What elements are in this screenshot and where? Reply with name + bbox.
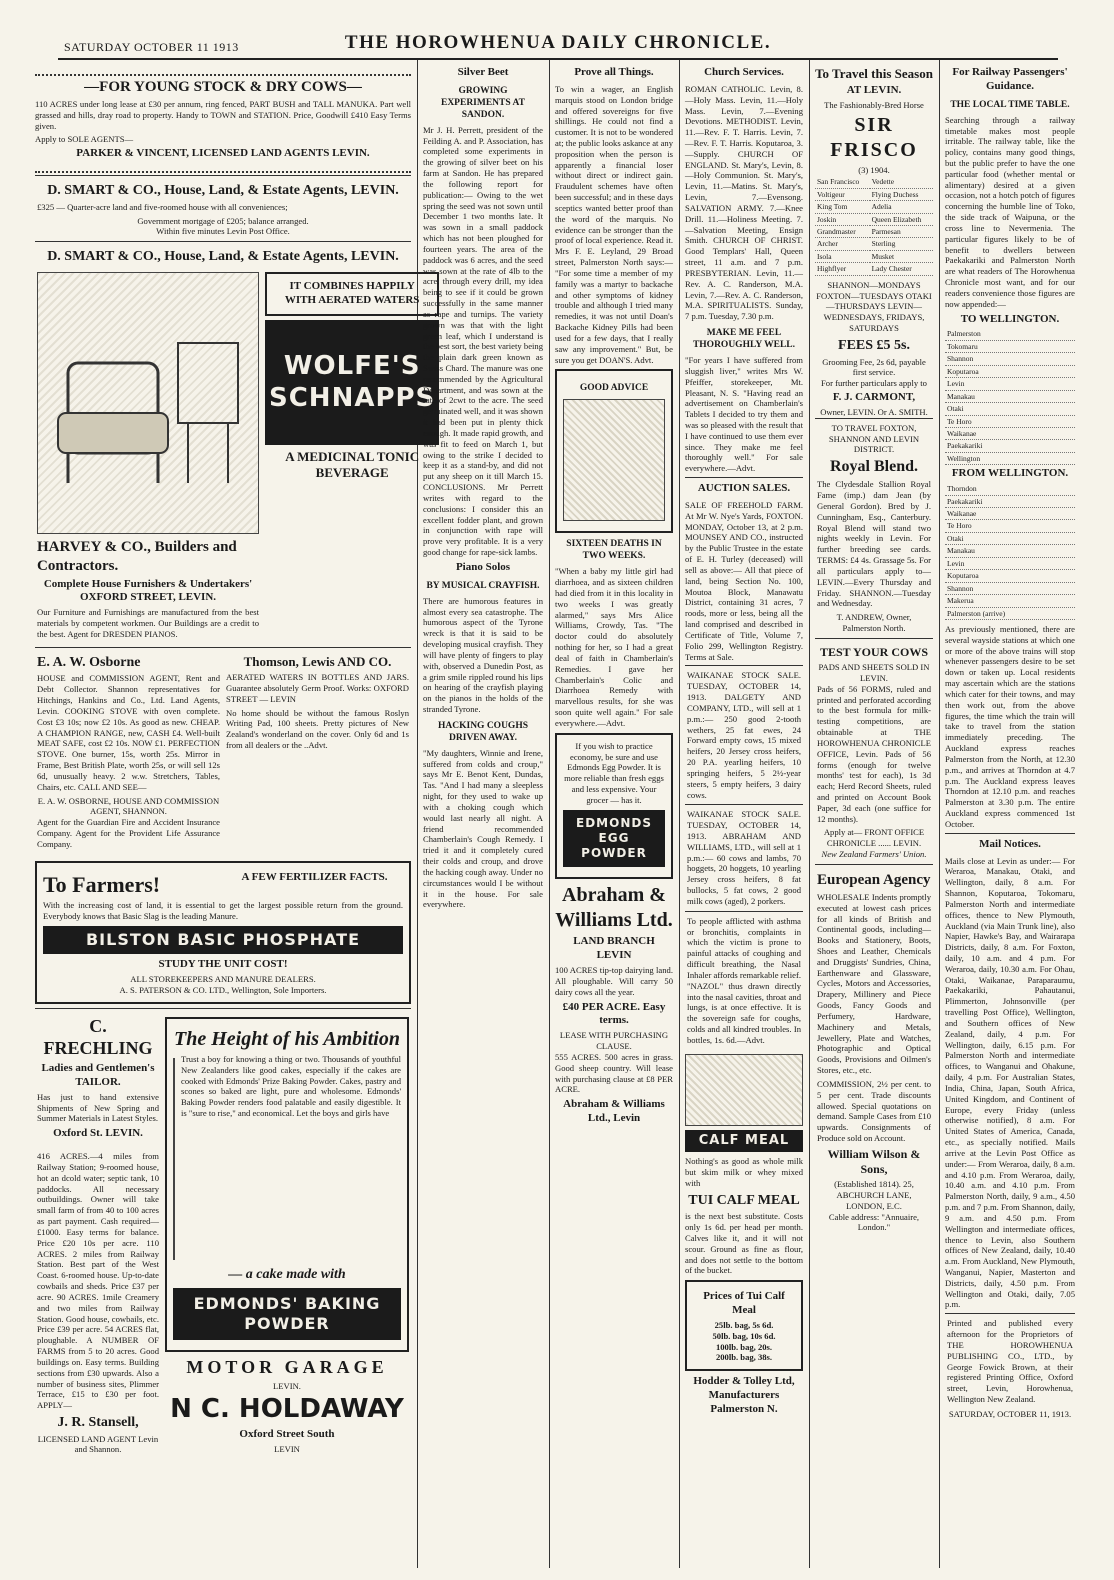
pedigree-cell: Adelia xyxy=(870,201,933,213)
bilston-unit-cost: STUDY THE UNIT COST! xyxy=(158,958,288,971)
hodder-tolley: Hodder & Tolley Ltd, Manufacturers Palmerston N. xyxy=(693,1375,795,1415)
abraham-listing-2: 555 ACRES. 500 acres in grass. Good sheep country. Will lease with purchasing clause at £8 PER ACRE. xyxy=(555,1051,673,1095)
waikanae-sale-abraham: WAIKANAE STOCK SALE. TUESDAY, OCTOBER 14, 1913. ABRAHAM AND WILLIAMS, LTD., will sell at 1 p.m.:— 60 cows and lambs, 70 hoggets, 20 hoggets, 10 yearling Jersey cross heifers, 8 fat bullocks, 5 fat cows, 2 good milk cows (aged), 2 porkers. xyxy=(685,804,803,910)
hacking-coughs-article: "My daughters, Winnie and Irene, suffered from colds and croup," says Mr E. Benot Kent, Dundas, Tas. "And I had many a sleepless night, for they used to wake up with a choking cough which would last nearly all night. A friend recommended Chamberlain's Cough Remedy. I tried it and it completely cured their colds and croup, and drove the hacking cough away. Under no circumstances would I be without it in the house. For sale everywhere. xyxy=(423,747,543,910)
silver-beet-article: Mr J. H. Perrett, president of the Feilding A. and P. Association, has completed some experiments in the growing of silver beet on his farm at Sandon. He has prepared the following report for publication:— Owing to the wet spring the seed was not sown until December 1 two months late. It was sown in a small paddock which has not been ploughed for fourteen years. The area of the paddock was 6 acres, and the seed was sown at the rate of 4lb to the acre, through every drill, my idea being to see if it could be grown successfully in the same manner as rape and turnips. The variety grown was that with the light green leaf, which I understand is the best sort, the best variety being the plain dark green known as Swiss Chard. The manure was one recommended by the Agricultural Department, and was sown at the rate of 2cwt to the acre. The seed germinated well, and it was shown it had been put in plenty thick enough. It made rapid growth, and was fit to feed on March 1, but owing to the strike I decided to keep it as a stand-by, and did not put any sheep on it till March 15. CONCLUSIONS. Mr Perrett writes with regard to the conclusions: I consider this an excellent fodder plant, and grown in conjunction with rape will prove very profitable. It is a very good change for rape-sick lambs. xyxy=(423,124,543,558)
pedigree-cell: Joskin xyxy=(815,213,870,225)
pedigree-cell: San Francisco xyxy=(815,176,870,188)
station-name: Makerua xyxy=(945,595,1075,607)
stansell-listings: 416 ACRES.—4 miles from Railway Station; 9-roomed house, hot an dcold water; septic tank, 10 paddocks. All necessary outbuildings. Owner will take small farm of from 40 to 100 acres as part payment. Cash required—£1000. Easy terms for balance. Price £20 10s per acre. 110 ACRES. 2 miles from Railway Station. Best part of the West Coast. 6-roomed house. Up-to-date cowbails and sheds. Price £37 per acre. 90 ACRES. 1mile Creamery and two miles from Railway Station. Good house, cowbails, etc. Price £39 per acre. 54 ACRES flat, ploughable. A NUMBER OF FARMS from 5 to 20 acres. Good buildings on. Easy terms. Building sections from £30 upwards. Also a number of business sites, Plimmer Terrace, £15 to £30 per foot. APPLY— xyxy=(37,1151,159,1411)
young-stock-body: 110 ACRES under long lease at £30 per annum, ring fenced, PART BUSH and TALL MANUKA. Part well grassed and hills, dray road to property. Handy to TOWN and STATION. Price, Goodwill £410 Easy Terms given. xyxy=(35,98,411,131)
grooming-fee: Grooming Fee, 2s 6d, payable first service. xyxy=(822,356,926,378)
column-silver-beet xyxy=(418,60,548,1568)
farmers-union: New Zealand Farmers' Union. xyxy=(821,849,927,860)
piano-solos-headline: Piano Solos xyxy=(455,560,511,573)
station-name: Waikanae xyxy=(945,508,1075,520)
osborne-headline: E. A. W. Osborne xyxy=(37,654,141,670)
motor-garage-town: LEVIN. xyxy=(273,1380,301,1391)
masthead xyxy=(58,32,1058,60)
pedigree-cell: Voltigeur xyxy=(815,188,870,200)
tui-price-25: 25lb. bag, 5s 6d. xyxy=(714,1319,774,1330)
column-advertisements xyxy=(30,60,436,1568)
good-advice-headline: GOOD ADVICE xyxy=(579,383,649,394)
pedigree-cell: Highflyer xyxy=(815,263,870,275)
station-name: Levin xyxy=(945,378,1075,390)
travel-headline: To Travel this Season xyxy=(815,66,933,81)
wilson-address: (Established 1814). 25, ABCHURCH LANE, LONDON, E.C. xyxy=(834,1179,914,1211)
waikanae-sale-dalgety: WAIKANAE STOCK SALE. TUESDAY, OCTOBER 14, 1913. DALGETY AND COMPANY, LTD., will sell at 1 p.m.:— 250 good 2-tooth wethers, 25 fat ewes, 24 Forward empty cows, 15 mixed heifers, 20 Jersey cross heifers, 20 P.A. yearling heifers, 10 springing heifers, 5 2½-year steers, 5 empty heifers, 3 dairy cows. xyxy=(685,665,803,804)
railway-headline: For Railway Passengers' Guidance. xyxy=(952,66,1068,92)
royal-blend-body: The Clydesdale Stallion Royal Fame (imp.) dam Jean (by General Gordon). Bred by J. Cunningham, Esq., Canterbury. Royal Blend will stand two nights weekly in Levin. For further breeding see cards. TERMS: £4 4s. Grassage 5s. For all particulars apply to— LEVIN.—Every Thursday and Friday. SHANNON.—Tuesday and Wednesday. xyxy=(817,479,931,609)
pedigree-cell: King Tom xyxy=(815,201,870,213)
station-name: Tokomaru xyxy=(945,340,1075,352)
pedigree-cell: Sterling xyxy=(870,238,933,250)
station-name: Shannon xyxy=(945,353,1075,365)
pedigree-cell: Lady Chester xyxy=(870,263,933,275)
railway-notes: As previously mentioned, there are several wayside stations at which one or more of the above trains will stop whenever passengers desire to be set down or taken up. Local residents may ascertain which are the stations which cater for their towns, and may then work out, from the above figures, the time which the train will take to travel from the station immediately preceding. The Auckland express reaches Palmerston from the North, at 12.30 p.m., and arrives at Thorndon at 4.7 p.m. The Auckland express leaves Thorndon at 12.10 p.m. and reaches Palmerston at 3.30 p.m. The entire Auckland express commenced 1st October. xyxy=(945,623,1075,829)
silver-beet-subheading: GROWING EXPERIMENTS AT SANDON. xyxy=(440,85,526,120)
make-me-feel-headline: MAKE ME FEEL THOROUGHLY WELL. xyxy=(692,328,796,351)
ambition-body: Trust a boy for knowing a thing or two. Thousands of youthful New Zealanders like good cakes, especially if the cakes are cooked with Edmonds' Prize Baking Powder. Cakes, pastry and scones so baked are light, pure and wholesome. Edmonds' Baking Powder renders food palatable and easily digestible. It is "sure to rise," and economical. Let the boys and girls have xyxy=(181,1053,401,1119)
motor-garage-headline: MOTOR GARAGE xyxy=(186,1356,388,1377)
frechling-body: Has just to hand extensive Shipments of New Spring and Summer Materials in Latest Styles. xyxy=(37,1091,159,1124)
piano-solos-article: There are humorous features in almost every sea catastrophe. The humorous aspect of the Tyrone wreck is that it is said to be developing musical crayfish. They will have plenty of fingers to play with, observed a Dunedin Post, as a grim smile rippled round his lips on hearing of the crayfish playing on the pianos in the holds of the stranded Tyrone. xyxy=(423,595,543,714)
furniture-illustration xyxy=(37,272,259,534)
young-stock-headline: —FOR YOUNG STOCK & DRY COWS— xyxy=(84,79,362,95)
royal-blend-owner: T. ANDREW, Owner, Palmerston North. xyxy=(836,612,912,634)
abraham-williams-headline: Abraham & Williams Ltd. xyxy=(555,884,673,932)
tui-price-100: 100lb. bag, 20s. xyxy=(715,1341,773,1352)
column-stallions xyxy=(810,60,938,1568)
holdaway-town: LEVIN xyxy=(274,1443,300,1454)
decorative-rule xyxy=(35,66,411,76)
pedigree-cell: Queen Elizabeth xyxy=(870,213,933,225)
writing-pad-ad: No home should be without the famous Roslyn Writing Pad, 100 sheets. Pretty pictures of New Zealand's wonderland on the cover. Only 6d and 1s from all dealers or the ..Advt. xyxy=(226,707,409,751)
parker-vincent-agents: PARKER & VINCENT, LICENSED LAND AGENTS LEVIN. xyxy=(76,147,370,160)
harvey-body: Our Furniture and Furnishings are manufactured from the best materials by competent workmen. Our Buildings are a credit to the best. Agent for DRESDEN PIANOS. xyxy=(37,607,259,639)
station-name: Koputaroa xyxy=(945,365,1075,377)
sir-frisco-name: SIR FRISCO xyxy=(830,114,918,162)
station-name: Manakau xyxy=(945,390,1075,402)
pedigree-cell: Musket xyxy=(870,250,933,262)
mail-notices-headline: Mail Notices. xyxy=(945,833,1075,856)
piano-solos-subheading: BY MUSICAL CRAYFISH. xyxy=(426,580,540,591)
travel-subtitle: The Fashionably-Bred Horse xyxy=(824,100,924,111)
harvey-subheading: Complete House Furnishers & Undertakers' OXFORD STREET, LEVIN. xyxy=(43,577,253,604)
make-me-feel-article: "For years I have suffered from sluggish liver," writes Mrs W. Pfeiffer, storekeeper, Mt. Pleasant, N. S. "Having read an advertisement on Chamberlain's Tablets I decided to try them and was so pleased with the result that I have continued to use them ever since. They make me feel thoroughly well." For sale everywhere.—Advt. xyxy=(685,355,803,474)
european-commission: COMMISSION, 2½ per cent. to 5 per cent. Trade discounts allowed. Special quotations on demand. Sample Cases from £10 upwards. Consignments of Produce sold on Account. xyxy=(817,1078,931,1144)
osborne-body: HOUSE and COMMISSION AGENT, Rent and Debt Collector. Shannon representatives for Hitchings, Hankins and Co., Ltd. Land Agents, Levin. COOKING STOVE with oven complete. Cost £3 10s; now £2 10s. As good as new. CHEAP. A CHAMPION RANGE, new, CASH £4. Well-built MEAT SAFE, cost £2 10s. NOW £1. PERFECTION STOVE. One burner, 15s, worth 25s. Mirror in Frame, Best British Plate, worth 25s, or will sell 12s 6d, unusually heavy. 2 w.w. Stretchers, Tables, Chairs, etc. CALL AND SEE— xyxy=(37,673,220,792)
prove-headline: Prove all Things. xyxy=(574,66,654,78)
sixteen-deaths-article: "When a baby my little girl had diarrhoea, and as sixteen children had died from it in this locality in two weeks I was greatly alarmed," says Mrs Alice Williams, Crowdy, Tas. "The doctor could do absolutely nothing for her, so I had a great deal of faith in Chamberlain's Remedies. I gave her Chamberlain's Colic and Diarrhoea Remedy with marvellous results, for she was soon quite well again." For sale everywhere.—Advt. xyxy=(555,566,673,728)
abraham-lease: LEASE WITH PURCHASING CLAUSE. xyxy=(559,1030,669,1052)
station-name: Levin xyxy=(945,557,1075,569)
wolfe-tagline: IT COMBINES HAPPILY WITH AERATED WATERS xyxy=(265,272,439,316)
bilston-importers: A. S. PATERSON & CO. LTD., Wellington, Sole Importers. xyxy=(119,984,327,995)
from-wellington-heading: FROM WELLINGTON. xyxy=(951,467,1069,480)
thomson-body: AERATED WATERS IN BOTTLES AND JARS. Guarantee absolutely Germ Proof. Works: OXFORD STREET — LEVIN xyxy=(226,672,409,704)
station-name: Te Horo xyxy=(945,520,1075,532)
auction-farm-sale: SALE OF FREEHOLD FARM. At Mr W. Nye's Yards, FOXTON. MONDAY, October 13, at 2 p.m. MOUNSEY AND CO., instructed by the Public Trustee in the estate of E. H. Turley (deceased) will sell as above:— All that piece of land, being Section No. 100, Moutoa Block, Manawatu District, containing 31 acres, 7 roods, more or less, being all the land comprised and described in Certificate of Title, Volume 7, Folio 299, Wellington Registry. Terms at Sale. xyxy=(685,499,803,662)
edmonds-egg-logo: EDMONDS EGG POWDER xyxy=(563,810,665,867)
sixteen-deaths-headline: SIXTEEN DEATHS IN TWO WEEKS. xyxy=(566,539,662,562)
mail-notices-body: Mails close at Levin as under:— For Weraroa, Manakau, Otaki, and Wellington, daily, 8 a.m. For Shannon, Koputaroa, Tokomaru, Palmerston North and intermediate offices, thence to New Plymouth, Auckland (via Main Trunk line), also Napier, Hawke's Bay, and Wairarapa Districts, daily, 8 a.m. For Foxton, daily, 10 a.m. and 4 p.m. For Weraroa, daily, 10.30 a.m. For Ohau, Otaki, Waikanae, Paraparaumu, Paekakariki, Pahautanui, Plimmerton, Johnsonville (per travelling Post Office), Wellington, and Southern offices of New Zealand, daily, 4 p.m. For Wellington, daily, 6.15 p.m. For Palmerston North and intermediate offices, to Wanganui and Ohakune, daily, 4 p.m. For Australian States, India, China, Japan, South Africa, United Kingdom, and Continent of Europe, every Friday (unless otherwise notified), 8 a.m. For United States of America, Canada, etc., as specially notified. Mails arrive at the Levin Post Office as under:— From Weraroa, daily, 8 a.m. and 4.10 p.m. From Weraroa, daily, 10.40 a.m. and 4.10 p.m. From Palmerston North, daily, 9 a.m., 4.50 p.m. and 7 p.m. From Shannon, daily, 9 a.m. and 4.50 p.m. From Wellington and intermediate offices, thence to Levin, also Southern offices of New Zealand, daily, 10.40 a.m. From Auckland, New Plymouth, Wanganui, Napier, Masterton and Districts, daily, 4.50 p.m. From Wellington and Otaki, daily, 7.05 p.m. xyxy=(945,855,1075,1310)
frechling-address: Oxford St. LEVIN. xyxy=(53,1127,143,1140)
armchair-icon xyxy=(38,303,258,503)
imprint-date: SATURDAY, OCTOBER 11, 1913. xyxy=(948,1408,1072,1419)
stud-fees: FEES £5 5s. xyxy=(838,337,910,353)
station-name: Waikanae xyxy=(945,427,1075,439)
pedigree-cell: Grandmaster xyxy=(815,226,870,238)
to-wellington-heading: TO WELLINGTON. xyxy=(960,312,1060,325)
thomson-headline: Thomson, Lewis AND CO. xyxy=(243,653,392,669)
wolfe-tonic: A MEDICINAL TONIC BEVERAGE xyxy=(285,449,420,481)
tui-prices-headline: Prices of Tui Calf Meal xyxy=(703,1290,785,1317)
pedigree-cell: Vedette xyxy=(870,176,933,188)
station-name: Paekakariki xyxy=(945,495,1075,507)
abraham-listing-1: 100 ACRES tip-top dairying land. All ploughable. Will carry 50 dairy cows all the year. xyxy=(555,965,673,997)
station-name: Thorndon xyxy=(945,483,1075,495)
pedigree-cell: Isola xyxy=(815,250,870,262)
carmont-name: F. J. CARMONT, xyxy=(832,391,916,404)
ambition-headline: The Height of his Ambition xyxy=(174,1027,400,1050)
pedigree-cell: Parmesan xyxy=(870,226,933,238)
printer-imprint: Printed and published every afternoon for the Proprietors of THE HOROWHENUA PUBLISHING CO., LTD., by George Fowick Brown, at their registered Printing Office, Oxford street, Levin, Horowhenua, Wellington New Zealand. xyxy=(945,1313,1075,1409)
newspaper-title: THE HOROWHENUA DAILY CHRONICLE. xyxy=(344,32,772,53)
fertilizer-ad xyxy=(35,861,411,1004)
frechling-tailor: Ladies and Gentlemen's TAILOR. xyxy=(41,1062,155,1088)
calf-meal-intro: Nothing's as good as whole milk but skim milk or whey mixed with xyxy=(685,1156,803,1188)
smart-ad-location: Within five minutes Levin Post Office. xyxy=(156,226,290,237)
abraham-price: £40 PER ACRE. Easy terms. xyxy=(562,1000,666,1027)
station-name: Otaki xyxy=(945,403,1075,415)
station-name: Wellington xyxy=(945,452,1075,464)
european-agency-headline: European Agency xyxy=(817,871,931,888)
test-cows-subheading: PADS AND SHEETS SOLD IN LEVIN. xyxy=(818,662,930,683)
holdaway-name: N C. HOLDAWAY xyxy=(170,1394,404,1425)
test-cows-body: Pads of 56 FORMS, ruled and printed and perforated according to the best formula for milk-testing competitions, are obtainable at THE HOROWHENUA CHRONICLE OFFICE, Levin. Pads of 56 forms (enough for twelve months' test for each), 1s 3d each; Herd Record Sheets, ruled and printed on Account Book Paper, 3d each (one suffice for 12 months). xyxy=(817,683,931,824)
royal-blend-name: Royal Blend. xyxy=(829,458,918,476)
station-name: Te Horo xyxy=(945,415,1075,427)
stand-schedule: SHANNON—MONDAYS FOXTON—TUESDAYS OTAKI—THURSDAYS LEVIN—WEDNESDAYS, FRIDAYS, SATURDAYS xyxy=(816,279,932,334)
holdaway-address: Oxford Street South xyxy=(239,1428,335,1441)
to-farmers-headline: To Farmers! xyxy=(43,871,161,897)
railway-subheading: THE LOCAL TIME TABLE. xyxy=(950,99,1070,110)
test-cows-headline: TEST YOUR COWS xyxy=(819,644,929,659)
station-name: Palmerston (arrive) xyxy=(945,607,1075,619)
smart-ad-mortgage: Government mortgage of £205; balance arranged. xyxy=(137,215,309,226)
church-list: ROMAN CATHOLIC. Levin, 8.—Holy Mass. Levin, 11.—Holy Mass. Levin, 7.—Evening Devotions. METHODIST. Levin, 11.—Rev. F. T. Harris. Levin, 7.—Rev. F. T. Harris. Koputaroa, 3.—Supply. CHURCH OF ENGLAND. St. Mary's, Levin, 8.—Holy Communion. St. Mary's, Levin, 11.—Matins. St. Mary's, Levin, 7.—Evensong. SALVATION ARMY. 7.—Knee Drill. 11.—Holiness Meeting. 7.—Salvation Meeting, Ensign Smith. CHURCH OF CHRIST. Good Templars' Hall, Queen street, 11 a.m. and 7 p.m. PRESBYTERIAN. Levin, 11.—Rev. A. C. Randerson, M.A. Levin, 7.—Rev. A. C. Randerson, M.A. SPIRITUALISTS. Sunday, 7 p.m. Tuesday, 7.30 p.m. xyxy=(685,83,803,322)
stansell-name: J. R. Stansell, xyxy=(57,1414,139,1430)
hacking-coughs-headline: HACKING COUGHS DRIVEN AWAY. xyxy=(438,720,528,743)
ambition-tagline: — a cake made with xyxy=(228,1266,346,1282)
osborne-agency: Agent for the Guardian Fire and Accident Insurance Company. Agent for the Provident Life Assurance Company. xyxy=(37,817,220,849)
column-railway xyxy=(940,60,1080,1568)
edmonds-baking-logo: EDMONDS' BAKING POWDER xyxy=(173,1288,401,1340)
station-name: Palmerston xyxy=(945,328,1075,340)
harvey-headline: HARVEY & CO., Builders and Contractors. xyxy=(37,538,237,574)
station-name: Koputaroa xyxy=(945,570,1075,582)
frechling-headline: C. FRECHLING xyxy=(43,1015,153,1059)
good-advice-box xyxy=(555,369,673,533)
young-stock-apply: Apply to SOLE AGENTS— xyxy=(35,134,134,145)
bilston-dealers: ALL STOREKEEPERS AND MANURE DEALERS. xyxy=(130,974,316,985)
calf-illustration xyxy=(685,1054,803,1126)
smart-ad-body: £325 — Quarter-acre land and five-roomed house with all conveniences; xyxy=(37,201,288,212)
church-headline: Church Services. xyxy=(704,66,784,78)
tui-price-200: 200lb. bag, 38s. xyxy=(715,1352,773,1363)
pedigree-table xyxy=(815,176,933,276)
column-church-services xyxy=(680,60,808,1568)
osborne-signature: E. A. W. OSBORNE, HOUSE AND COMMISSION AGENT, SHANNON. xyxy=(37,795,220,817)
issue-date: SATURDAY OCTOBER 11 1913 xyxy=(64,40,239,54)
prove-article: To win a wager, an English marquis stood on London bridge and offered sovereigns for five shillings. He could not find a customer. It is not to be wondered at; the public looks askance at any proposition when the person is apparently a financial loser without direct or indirect gain. Fraudulent schemes have often been successful; and in these days sceptics wanted better proof than the word of the marquis. No evidence can be stronger than the proof of local experience. Read it. Mrs F. E. Leyland, 29 Broad street, Palmerston North says:— "For some time a member of my family was a martyr to backache and other symptoms of kidney trouble and although I tried many remedies, it was not until Doan's Backache Kidney Pills had been used for a few days, that I really saw any improvement." But, be sure you get DOAN'S. Advt. xyxy=(555,83,673,365)
calf-meal-logo: CALF MEAL xyxy=(685,1130,803,1152)
tui-calf-body: is the next best substitute. Costs only 1s 6d. per head per month. Calves like it, and it will not scour. Ground as fine as flour, and does not settle to the bottom of the bucket. xyxy=(685,1211,803,1276)
royal-blend-district: TO TRAVEL FOXTON, SHANNON AND LEVIN DISTRICT. xyxy=(828,422,920,455)
pedigree-cell: Flying Duchess xyxy=(870,188,933,200)
nazol-article: To people afflicted with asthma or bronchitis, complaints in which the victim is prone to painful attacks of coughing and difficult breathing, the Nasal Inhaler affords remarkable relief. "NAZOL" thus drawn directly into the nasal cavities, throat and lungs, is at once effective. It is the sovereign safe for coughs, colds and all kindred troubles. In bottles, 1s. 6d.—Advt. xyxy=(685,911,803,1050)
wilson-cable: Cable address: "Annuaire, London." xyxy=(828,1211,920,1233)
travel-town: AT LEVIN. xyxy=(846,84,902,97)
bilston-phosphate-logo: BILSTON BASIC PHOSPHATE xyxy=(43,926,403,954)
wolfe-schnapps-logo: WOLFE'S SCHNAPPS xyxy=(265,320,439,446)
timetable-south xyxy=(945,328,1075,465)
silver-beet-headline: Silver Beet xyxy=(457,66,509,78)
carmont-owner: Owner, LEVIN. Or A. SMITH. xyxy=(820,406,928,417)
station-name: Paekakariki xyxy=(945,440,1075,452)
auction-headline: AUCTION SALES. xyxy=(685,477,803,500)
abraham-footer: Abraham & Williams Ltd., Levin xyxy=(563,1098,665,1125)
stansell-agent: LICENSED LAND AGENT Levin and Shannon. xyxy=(37,1433,159,1455)
tui-price-50: 50lb. bag, 10s 6d. xyxy=(712,1330,776,1341)
station-name: Otaki xyxy=(945,532,1075,544)
fertilizer-body: With the increasing cost of land, it is essential to get the largest possible return from the ground. Everybody knows that Basic Slag is the leading Manure. xyxy=(43,900,403,922)
station-name: Manakau xyxy=(945,545,1075,557)
tui-calf-meal: TUI CALF MEAL xyxy=(688,1192,800,1208)
edmonds-egg-text: If you wish to practice economy, be sure and use Edmonds Egg Powder. It is more reliable than fresh eggs and less expensive. Your grocer — has it. xyxy=(564,740,664,805)
column-prove-all-things xyxy=(550,60,678,1568)
boy-on-ladder-illustration xyxy=(173,1058,175,1260)
smart-ad-headline: D. SMART & CO., House, Land, & Estate Agents, LEVIN. xyxy=(47,183,399,199)
fees-contact: For further particulars apply to xyxy=(821,378,927,389)
smart-ad-headline-2: D. SMART & CO., House, Land, & Estate Agents, LEVIN. xyxy=(47,249,399,265)
land-branch: LAND BRANCH LEVIN xyxy=(573,935,655,962)
railway-intro: Searching through a railway timetable makes most people irritable. The railway table, like the policy, contains many good things, but the public prefer to have the one particular food (whether mental or alimentary) desired at a given occasion, not a hotch potch of figures concerning the humble line of Toko, the side track of Waipuna, or the cross line to Nevermenia. The particular figures likely to be of benefit to dwellers between Paekakariki and Palmerston North are what readers of The Horowhenua Chronicle most want, and for our readers convenience those figures are now appended:— xyxy=(945,114,1075,309)
fertilizer-facts: A FEW FERTILIZER FACTS. xyxy=(241,870,388,883)
wilson-name: William Wilson & Sons, xyxy=(827,1146,921,1176)
european-agency-body: WHOLESALE Indents promptly executed at lowest cash prices for all kinds of British and Continental goods, including— Books and Stationery, Boots, Shoes and Leather, Chemicals and Druggists' Sundries, China, Earthenware and Glassware, Cycles, Motors and Accessories, Drapery, Millinery and Piece Goods, Fancy Goods and Perfumery, Hardware, Machinery and Metals, Jewellery, Plate and Watches, Photographic and Optical Goods, Provisions and Oilmen's Stores, etc., etc. xyxy=(817,891,931,1076)
test-cows-apply: Apply at— FRONT OFFICE CHRONICLE ...... LEVIN. xyxy=(823,827,925,849)
sir-frisco-year: (3) 1904. xyxy=(858,165,890,176)
decorative-rule xyxy=(35,163,411,173)
pedigree-cell: Archer xyxy=(815,238,870,250)
timetable-north xyxy=(945,483,1075,620)
good-advice-fine-print xyxy=(563,399,665,521)
station-name: Shannon xyxy=(945,582,1075,594)
